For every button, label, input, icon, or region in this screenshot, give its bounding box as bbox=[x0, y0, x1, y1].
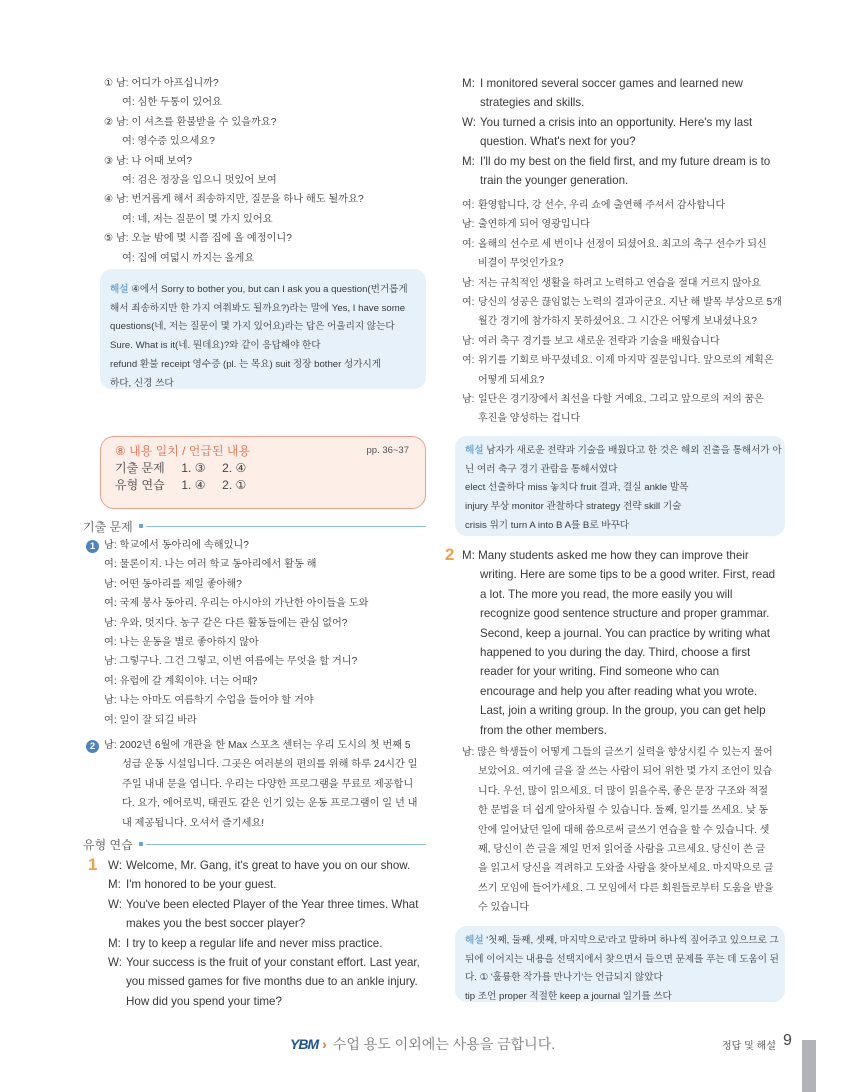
dialog-line: 여: 일이 잘 되길 바라 bbox=[104, 714, 197, 726]
dialog-line: ① 남: 어디가 아프십니까? bbox=[104, 78, 219, 89]
explanation-line bbox=[465, 932, 779, 951]
explanation-text: elect 선출하다 miss 놓치다 fruit 결과, 결실 ankle 발목 bbox=[465, 482, 689, 494]
dialog-text: 일단은 경기장에서 최선을 다할 거예요, 그리고 앞으로의 저의 꿈은 bbox=[478, 394, 764, 406]
answer-row-1: 기출 문제 1. ③ 2. ④ bbox=[115, 461, 247, 475]
explanation-text: questions(네, 저는 질문이 몇 가지 있어요)라는 답은 어울리지 않는다 bbox=[110, 321, 395, 333]
explanation-text: 다. ① '훌륭한 작가를 만나기'는 언급되지 않았다 bbox=[465, 972, 663, 984]
dialog-line: ② 남: 이 셔츠를 환불받을 수 있을까요? bbox=[104, 116, 277, 128]
section-marker bbox=[139, 842, 143, 846]
text-line: 내 제공됩니다. 오셔서 즐기세요! bbox=[122, 817, 265, 829]
dialog-line: 여: 유럽에 갈 계획이야. 너는 어때? bbox=[104, 675, 258, 687]
text-line: writing. Here are some tips to be a good writer. First, read bbox=[480, 568, 776, 582]
dialog-line: 남: 학교에서 동아리에 속해있니? bbox=[104, 540, 249, 551]
page-label: 정답 및 해설 bbox=[722, 1041, 776, 1052]
dialog-line bbox=[108, 895, 428, 914]
dialog-text: 환영합니다, 강 선수, 우리 쇼에 출연해 주셔서 감사합니다 bbox=[478, 200, 726, 211]
section-heading-gichul: 기출 문제 bbox=[83, 520, 133, 534]
text-line: recognize good sentence structure and proper grammar. bbox=[480, 607, 770, 621]
explanation-box-2 bbox=[455, 436, 785, 536]
dialog-text: you missed games for five months due to an ankle injury. bbox=[126, 975, 418, 989]
explanation-line bbox=[465, 479, 775, 498]
answer-summary-box bbox=[100, 436, 426, 509]
text-line: reader for your writing. Find someone who can bbox=[480, 665, 720, 679]
explanation-text: ④에서 Sorry to bother you, but can I ask you a question(번거롭게 bbox=[131, 284, 408, 295]
dialog-line: 여: 영수증 있으세요? bbox=[122, 136, 215, 148]
speaker-label: 여: bbox=[462, 355, 475, 367]
dialog-line bbox=[462, 113, 784, 132]
dialog-line: 여: 네, 저는 질문이 몇 가지 있어요 bbox=[122, 213, 273, 225]
explanation-box-1 bbox=[100, 269, 426, 389]
explanation-line bbox=[465, 969, 775, 988]
left-top-dialog bbox=[104, 74, 426, 268]
dialog-line bbox=[462, 351, 786, 370]
explanation-text: 닌 여러 축구 경기 관람을 통해서였다 bbox=[465, 463, 618, 475]
footer-text: 수업 용도 이외에는 사용을 금합니다. bbox=[332, 1036, 556, 1052]
section-divider bbox=[146, 526, 426, 527]
explanation-line bbox=[465, 442, 782, 461]
text-line: 성급 운동 시설입니다. 그곳은 여러분의 편의를 위해 하루 24시간 일 bbox=[122, 759, 418, 771]
dialog-line bbox=[462, 254, 786, 273]
text-line: 안에 일어났던 일에 대해 씀으로써 글쓰기 연습을 할 수 있습니다. 셋 bbox=[478, 824, 770, 836]
explanation-text: 해서 죄송하지만 한 가지 여쭤봐도 될까요?)라는 말에 Yes, I have some bbox=[110, 302, 406, 314]
text-line: a lot. The more you read, the more easily you will bbox=[480, 587, 733, 601]
dialog-line: 여: 검은 정장을 입으니 멋있어 보여 bbox=[122, 175, 277, 187]
dialog-line: 여: 심한 두통이 있어요 bbox=[122, 97, 222, 109]
practice-2-number: 2 bbox=[445, 545, 455, 564]
speaker-label: 여: bbox=[462, 297, 475, 309]
p2-kor-text bbox=[462, 743, 786, 918]
speaker-label: M: bbox=[462, 154, 475, 168]
explanation-line bbox=[110, 375, 414, 394]
explanation-line bbox=[110, 281, 414, 300]
dialog-line: 여: 집에 여덟시 까지는 올게요 bbox=[122, 252, 255, 264]
dialog-line bbox=[462, 235, 786, 254]
dialog-line: ③ 남: 나 어때 보여? bbox=[104, 155, 192, 167]
text-line: Last, join a writing group. In the group, you can get help bbox=[480, 704, 766, 718]
text-line: 을 읽고서 당신을 격려하고 도와줄 사람을 찾아보세요. 마지막으로 글 bbox=[478, 863, 774, 875]
speaker-label: 남: bbox=[462, 335, 475, 347]
dialog-line: 남: 나는 아마도 여름학기 수업을 들어야 할 거야 bbox=[104, 695, 314, 707]
dialog-line bbox=[462, 274, 786, 293]
dialog-text: 저는 규칙적인 생활을 하려고 노력하고 연습을 절대 거르지 않아요 bbox=[478, 277, 762, 289]
explanation-box-3 bbox=[455, 926, 785, 1002]
dialog-text: How did you spend your time? bbox=[126, 994, 282, 1008]
dialog-line: 여: 국제 봉사 동아리. 우리는 아시아의 가난한 아이들을 도와 bbox=[104, 598, 369, 610]
explanation-text: 뒤에 이어지는 내용을 선택지에서 찾으면서 들으면 문제를 푸는 데 도움이 된 bbox=[465, 953, 779, 965]
dialog-line: ④ 남: 번거롭게 해서 죄송하지만, 질문을 하나 해도 될까요? bbox=[104, 194, 364, 206]
dialog-line bbox=[462, 196, 786, 215]
dialog-line bbox=[462, 171, 784, 190]
dialog-line bbox=[108, 972, 428, 991]
explanation-tag: 해설 bbox=[465, 935, 484, 946]
explanation-text: injury 부상 monitor 관찰하다 strategy 전략 skill 기술 bbox=[465, 501, 682, 513]
explanation-line bbox=[110, 318, 414, 337]
dialog-line bbox=[108, 934, 428, 953]
right-kor-dialog bbox=[462, 196, 786, 429]
dialog-text: You've been elected Player of the Year three times. What bbox=[126, 897, 419, 911]
q1-dialog bbox=[104, 536, 426, 730]
dialog-line: 남: 어떤 동아리를 제일 좋아해? bbox=[104, 578, 242, 590]
dialog-text: 후진을 양성하는 겁니다 bbox=[478, 413, 581, 425]
explanation-text: 남자가 새로운 전략과 기술을 배웠다고 한 것은 해외 진출을 통해서가 아 bbox=[486, 445, 782, 456]
text-line: Second, keep a journal. You can practice by writing what bbox=[480, 626, 771, 640]
footer-notice bbox=[290, 1034, 555, 1054]
p1-dialog bbox=[108, 856, 428, 1011]
page-number: 9 bbox=[783, 1032, 792, 1049]
dialog-text: You turned a crisis into an opportunity. Here's my last bbox=[480, 115, 753, 129]
explanation-line bbox=[465, 988, 775, 1007]
p2-eng-text bbox=[462, 546, 786, 740]
text-line: 쓰기 모임에 들어가세요. 그 모임에서 다른 회원들로부터 도움을 받을 bbox=[478, 882, 774, 894]
dialog-line bbox=[462, 215, 786, 234]
text-line: 남: 2002년 6월에 개관을 한 Max 스포츠 센터는 우리 도시의 첫 번째 5 bbox=[104, 740, 411, 751]
dialog-text: 당신의 성공은 끊임없는 노력의 결과이군요. 지난 해 발목 부상으로 5개 bbox=[478, 297, 782, 309]
speaker-label: 남: bbox=[462, 394, 475, 406]
dialog-line bbox=[108, 856, 428, 875]
dialog-text: I'm honored to be your guest. bbox=[126, 878, 277, 892]
text-line: 수 있습니다 bbox=[478, 902, 530, 914]
dialog-text: makes you the best soccer player? bbox=[126, 917, 306, 931]
dialog-text: question. What's next for you? bbox=[480, 135, 636, 149]
question-2-badge: 2 bbox=[86, 740, 99, 753]
dialog-text: Welcome, Mr. Gang, it's great to have you on our show. bbox=[126, 859, 411, 872]
question-1-badge: 1 bbox=[86, 540, 99, 553]
explanation-text: 하다, 신경 쓰다 bbox=[110, 377, 174, 389]
explanation-text: crisis 위기 turn A into B A를 B로 바꾸다 bbox=[465, 519, 630, 531]
speaker-label: 여: bbox=[462, 238, 475, 250]
speaker-label: M: bbox=[462, 77, 475, 90]
text-line: 째, 당신이 쓴 글을 제일 먼저 읽어줄 사람을 고르세요. 당신이 쓴 글 bbox=[478, 844, 766, 856]
dialog-text: 올해의 선수로 세 번이나 선정이 되셨어요. 최고의 축구 선수가 되신 bbox=[478, 238, 767, 250]
chevron-right-icon: › bbox=[322, 1036, 327, 1052]
explanation-text: Sure. What is it(네. 뭔데요)?와 같이 응답해야 한다 bbox=[110, 340, 321, 352]
dialog-text: 비결이 무엇인가요? bbox=[478, 258, 564, 270]
right-eng-dialog bbox=[462, 74, 784, 190]
text-line: 니다. 우선, 많이 읽으세요. 더 많이 읽을수록, 좋은 문장 구조와 적절 bbox=[478, 785, 769, 797]
explanation-line bbox=[465, 461, 775, 480]
dialog-line bbox=[108, 992, 428, 1011]
dialog-text: 어떻게 되세요? bbox=[478, 374, 545, 386]
dialog-text: Your success is the fruit of your constant effort. Last year, bbox=[126, 956, 420, 970]
speaker-label: W: bbox=[462, 115, 476, 129]
explanation-line bbox=[465, 951, 779, 970]
dialog-text: 월간 경기에 참가하지 못하셨어요. 그 시간은 어떻게 보내셨나요? bbox=[478, 316, 757, 328]
answer-box-title: ⑧ 내용 일치 / 언급된 내용 bbox=[115, 444, 251, 458]
section-divider bbox=[146, 844, 426, 845]
dialog-line bbox=[108, 875, 428, 894]
text-line: from the other members. bbox=[480, 723, 607, 737]
dialog-text: 위기를 기회로 바꾸셨네요. 이제 마지막 질문입니다. 앞으로의 계획은 bbox=[478, 355, 774, 367]
speaker-label: W: bbox=[108, 859, 122, 872]
dialog-line: ⑤ 남: 오늘 밤에 몇 시쯤 집에 올 예정이니? bbox=[104, 233, 292, 245]
explanation-line bbox=[110, 337, 414, 356]
dialog-text: I'll do my best on the field first, and my future dream is to bbox=[480, 154, 771, 168]
text-line: 한 문법을 더 쉽게 알아차릴 수 있습니다. 둘째, 일기를 쓰세요. 낮 동 bbox=[478, 805, 769, 817]
dialog-text: I try to keep a regular life and never miss practice. bbox=[126, 936, 383, 950]
explanation-line bbox=[110, 300, 414, 319]
dialog-line bbox=[108, 914, 428, 933]
page-edge-tab bbox=[802, 1040, 816, 1092]
dialog-line bbox=[462, 409, 786, 428]
dialog-line bbox=[462, 371, 786, 390]
dialog-line bbox=[462, 152, 784, 171]
explanation-tag: 해설 bbox=[465, 445, 484, 456]
explanation-line bbox=[110, 356, 414, 375]
answer-row-2: 유형 연습 1. ④ 2. ① bbox=[115, 478, 247, 492]
explanation-line bbox=[465, 498, 775, 517]
speaker-label: 남: bbox=[462, 219, 475, 231]
text-line: 다. 요가, 에어로빅, 태권도 같은 인기 있는 운동 프로그램이 일 년 내 bbox=[122, 798, 418, 810]
section-marker bbox=[139, 524, 143, 528]
text-line: happened to you during the day. Third, choose a first bbox=[480, 646, 751, 660]
explanation-text: tip 조언 proper 적절한 keep a journal 일기를 쓰다 bbox=[465, 991, 672, 1003]
page-range: pp. 36~37 bbox=[366, 445, 409, 456]
practice-1-number: 1 bbox=[88, 855, 98, 874]
dialog-line bbox=[462, 132, 784, 151]
dialog-line bbox=[462, 74, 784, 93]
text-line: 주일 내내 문을 엽니다. 우리는 다양한 프로그램을 무료로 제공합니 bbox=[122, 778, 414, 790]
dialog-line bbox=[462, 312, 786, 331]
speaker-label: M: bbox=[108, 936, 121, 950]
dialog-text: train the younger generation. bbox=[480, 174, 629, 188]
speaker-label: W: bbox=[108, 956, 122, 970]
dialog-line: 여: 나는 운동을 별로 좋아하지 않아 bbox=[104, 637, 259, 649]
dialog-line bbox=[108, 953, 428, 972]
dialog-line: 남: 우와, 멋지다. 농구 같은 다른 활동들에는 관심 없어? bbox=[104, 617, 348, 629]
explanation-text: refund 환불 receipt 영수증 (pl. 는 목요) suit 정장 bother 성가시게 bbox=[110, 358, 382, 370]
text-line: 보았어요. 여기에 글을 잘 쓰는 사람이 되어 위한 몇 가지 조언이 있습 bbox=[478, 766, 773, 778]
explanation-tag: 해설 bbox=[110, 284, 129, 295]
dialog-line: 남: 그렇구나. 그건 그렇고, 이번 여름에는 무엇을 할 거니? bbox=[104, 656, 358, 668]
dialog-line: 여: 물론이지. 나는 여러 학교 동아리에서 활동 해 bbox=[104, 559, 317, 571]
explanation-text: '첫째, 둘째, 셋째, 마지막으로'라고 말하며 하나씩 짚어주고 있으므로 그 bbox=[486, 935, 779, 946]
speaker-label: M: bbox=[108, 878, 121, 892]
dialog-line bbox=[462, 390, 786, 409]
text-line: encourage and help you after reading what you wrote. bbox=[480, 684, 758, 698]
dialog-line bbox=[462, 332, 786, 351]
dialog-text: strategies and skills. bbox=[480, 96, 585, 110]
dialog-line bbox=[462, 93, 784, 112]
dialog-line bbox=[462, 293, 786, 312]
speaker-label: 여: bbox=[462, 200, 475, 211]
speaker-label: 남: bbox=[462, 277, 475, 289]
text-line: M: Many students asked me how they can improve their bbox=[462, 549, 749, 562]
dialog-text: 출연하게 되어 영광입니다 bbox=[478, 219, 590, 231]
speaker-label: W: bbox=[108, 897, 122, 911]
dialog-text: 여러 축구 경기를 보고 새로운 전략과 기술을 배웠습니다 bbox=[478, 335, 720, 347]
text-line: 남: 많은 학생들이 어떻게 그들의 글쓰기 실력을 향상시킬 수 있는지 물어 bbox=[462, 747, 773, 758]
dialog-text: I monitored several soccer games and learned new bbox=[480, 77, 743, 90]
q2-text bbox=[104, 736, 426, 833]
explanation-line bbox=[465, 517, 775, 536]
section-heading-yuhyung: 유형 연습 bbox=[83, 838, 133, 852]
ybm-logo: YBM bbox=[290, 1036, 319, 1052]
